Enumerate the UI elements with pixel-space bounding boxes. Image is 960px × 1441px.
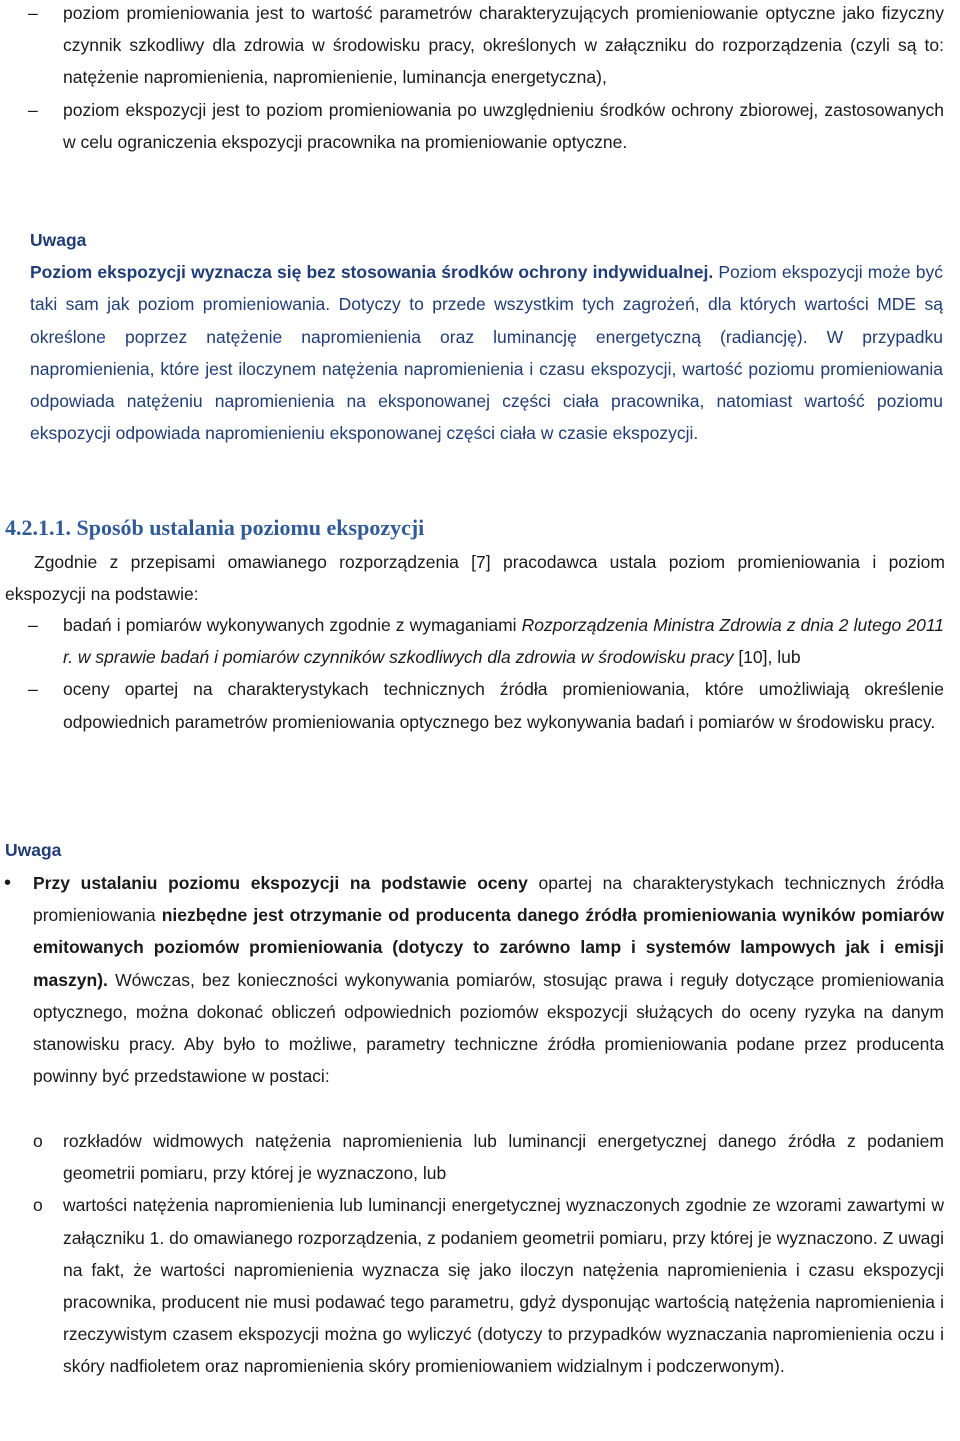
parameters-list bbox=[0, 1125, 960, 1383]
circle-bullet: o bbox=[33, 1131, 43, 1151]
section-intro bbox=[5, 546, 945, 610]
list-item-text: poziom promieniowania jest to wartość parametrów charakteryzujących promieniowanie optyczne jako fizyczny czynnik szkodliwy dla zdrowia w środowisku pracy, określonych w załączniku do rozporządzenia (czyli są to: natężenie napromienienia, napromienienie, luminancja energetyczna), bbox=[63, 3, 944, 88]
note-box bbox=[18, 222, 956, 486]
section-title: Sposób ustalania poziomu ekspozycji bbox=[76, 515, 425, 540]
definitions-list bbox=[0, 0, 960, 158]
list-item-text bbox=[63, 609, 944, 673]
list-item-text: rozkładów widmowych natężenia napromienienia lub luminancji energetycznej danego źródła z podaniem geometrii pomiaru, przy której je wyznaczono, lub bbox=[63, 1131, 944, 1184]
dash-bullet: – bbox=[28, 679, 38, 700]
dash-bullet: – bbox=[28, 615, 38, 635]
note2-paragraph bbox=[33, 867, 944, 1092]
list-item bbox=[0, 94, 960, 158]
note2-bold-2: niezbędne jest otrzymanie od producenta danego źródła promieniowania wyników pomiarów emitowanych poziomów promieniowania (dotyczy to zarówno lamp i systemów lampowych jak i emisji maszyn). bbox=[33, 905, 944, 990]
list-item bbox=[0, 1189, 960, 1382]
note2-heading-wrap bbox=[5, 834, 61, 866]
dash-bullet: – bbox=[28, 3, 38, 23]
section-number: 4.2.1.1. bbox=[5, 515, 71, 540]
regulation-title: Rozporządzenia Ministra Zdrowia z dnia 2 lutego 2011 r. w sprawie badań i pomiarów czynników szkodliwych dla zdrowia w środowisku pracy bbox=[63, 615, 944, 668]
list-item bbox=[0, 867, 960, 1092]
list-item bbox=[0, 1125, 960, 1189]
note-body: Poziom ekspozycji może być taki sam jak poziom promieniowania. Dotyczy to przede wszystkim tych zagrożeń, dla których wartości MDE są określone poprzez natężenie napromienienia oraz luminancję energetyczną (radiancję). W przypadku napromienienia, które jest iloczynem natężenia napromienienia i czasu ekspozycji, wartość poziomu promieniowania odpowiada natężeniu napromienienia na eksponowanej części ciała pracownika, natomiast wartość poziomu ekspozycji odpowiada napromienieniu eksponowanej części ciała w czasie ekspozycji. bbox=[30, 262, 943, 444]
list-item-post: [10], lub bbox=[733, 647, 801, 668]
section-intro-text: Zgodnie z przepisami omawianego rozporządzenia [7] pracodawca ustala poziom promieniowania i poziom ekspozycji na podstawie: bbox=[5, 552, 945, 605]
list-item bbox=[0, 609, 960, 673]
note-heading: Uwaga bbox=[30, 230, 87, 250]
section-list bbox=[0, 609, 960, 738]
note-bold-lead: Poziom ekspozycji wyznacza się bez stosowania środków ochrony indywidualnej. bbox=[30, 262, 714, 283]
note-paragraph bbox=[30, 256, 943, 449]
list-item bbox=[0, 673, 960, 737]
list-item-text: oceny opartej na charakterystykach technicznych źródła promieniowania, które umożliwiają określenie odpowiednich parametrów promieniowania optycznego bez wykonywania badań i pomiarów w środowisku pracy. bbox=[63, 679, 944, 732]
circle-bullet: o bbox=[33, 1195, 43, 1216]
note2-heading: Uwaga bbox=[5, 840, 62, 860]
dash-bullet: – bbox=[28, 99, 38, 120]
note2-text-1: opartej na charakterystykach technicznych źródła promieniowania bbox=[33, 873, 944, 926]
bullet-dot: • bbox=[4, 872, 12, 894]
note2-bold-1: Przy ustalaniu poziomu ekspozycji na podstawie oceny bbox=[33, 873, 528, 893]
list-item-pre: badań i pomiarów wykonywanych zgodnie z wymaganiami bbox=[63, 615, 522, 635]
note2-text-2: Wówczas, bez konieczności wykonywania pomiarów, stosując prawa i reguły dotyczące promieniowania optycznego, można dokonać obliczeń odpowiednich poziomów ekspozycji służących do oceny ryzyka na danym stanowisku pracy. Aby było to możliwe, parametry techniczne źródła promieniowania podane przez producenta powinny być przedstawione w postaci: bbox=[33, 969, 944, 1087]
list-item bbox=[0, 0, 960, 94]
list-item-text: wartości natężenia napromienienia lub luminancji energetycznej wyznaczonych zgodnie ze wzorami zawartymi w załączniku 1. do omawianego rozporządzenia, z podaniem geometrii pomiaru, przy której je wyznaczono. Z uwagi na fakt, że wartości napromienienia wyznacza się jako iloczyn natężenia napromienienia i czasu ekspozycji pracownika, producent nie musi podawać tego parametru, gdyż dysponując wartością natężenia napromienienia i rzeczywistym czasem ekspozycji można go wyliczyć (dotyczy to przypadków wyznaczania napromienienia oczu i skóry nadfioletem oraz napromienienia skóry promieniowaniem widzialnym i podczerwonym). bbox=[63, 1195, 944, 1377]
note2-bullet-list bbox=[0, 867, 960, 1092]
section-heading bbox=[5, 512, 424, 544]
list-item-text: poziom ekspozycji jest to poziom promieniowania po uwzględnieniu środków ochrony zbiorowej, zastosowanych w celu ograniczenia ekspozycji pracownika na promieniowanie optyczne. bbox=[63, 99, 944, 152]
